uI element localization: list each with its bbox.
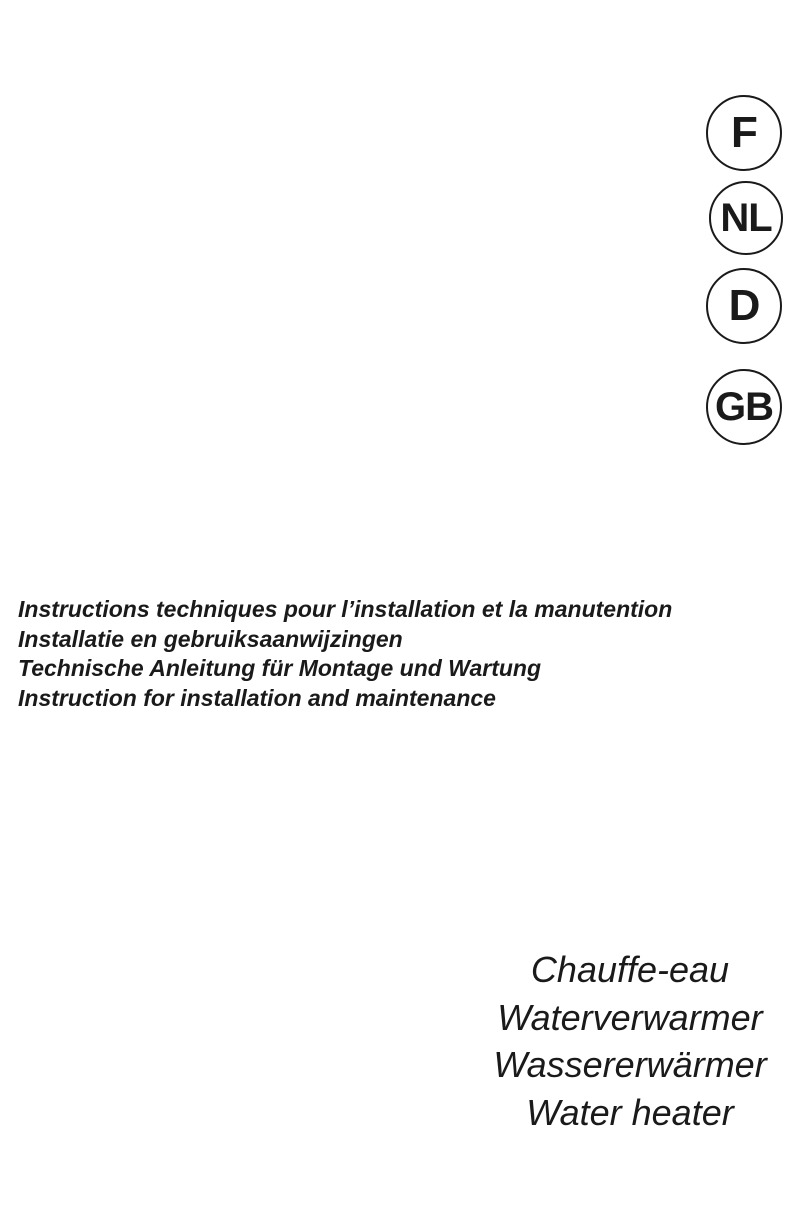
language-badge-label: F (731, 108, 757, 157)
language-badge-label: NL (720, 195, 772, 240)
instruction-line-en: Instruction for installation and maintenance (18, 684, 496, 711)
product-title-en: Water heater (526, 1091, 734, 1133)
product-title-block (460, 946, 800, 1136)
instruction-line-nl: Installatie en gebruiksaanwijzingen (18, 625, 403, 652)
instruction-line-fr: Instructions techniques pour l’installation et la manutention (18, 596, 673, 622)
language-badge-label: GB (715, 384, 773, 429)
language-badge-label: D (728, 281, 760, 330)
language-badge-gb (706, 369, 782, 445)
language-badge-d (706, 268, 782, 344)
product-title-de: Wassererwärmer (493, 1044, 767, 1085)
language-badge-f (706, 95, 782, 171)
language-badge-nl (709, 181, 783, 255)
product-title-nl: Waterverwarmer (497, 996, 763, 1038)
instruction-line-de: Technische Anleitung für Montage und Wartung (18, 655, 542, 681)
instructions-block (18, 595, 798, 713)
product-title-fr: Chauffe-eau (530, 949, 730, 990)
